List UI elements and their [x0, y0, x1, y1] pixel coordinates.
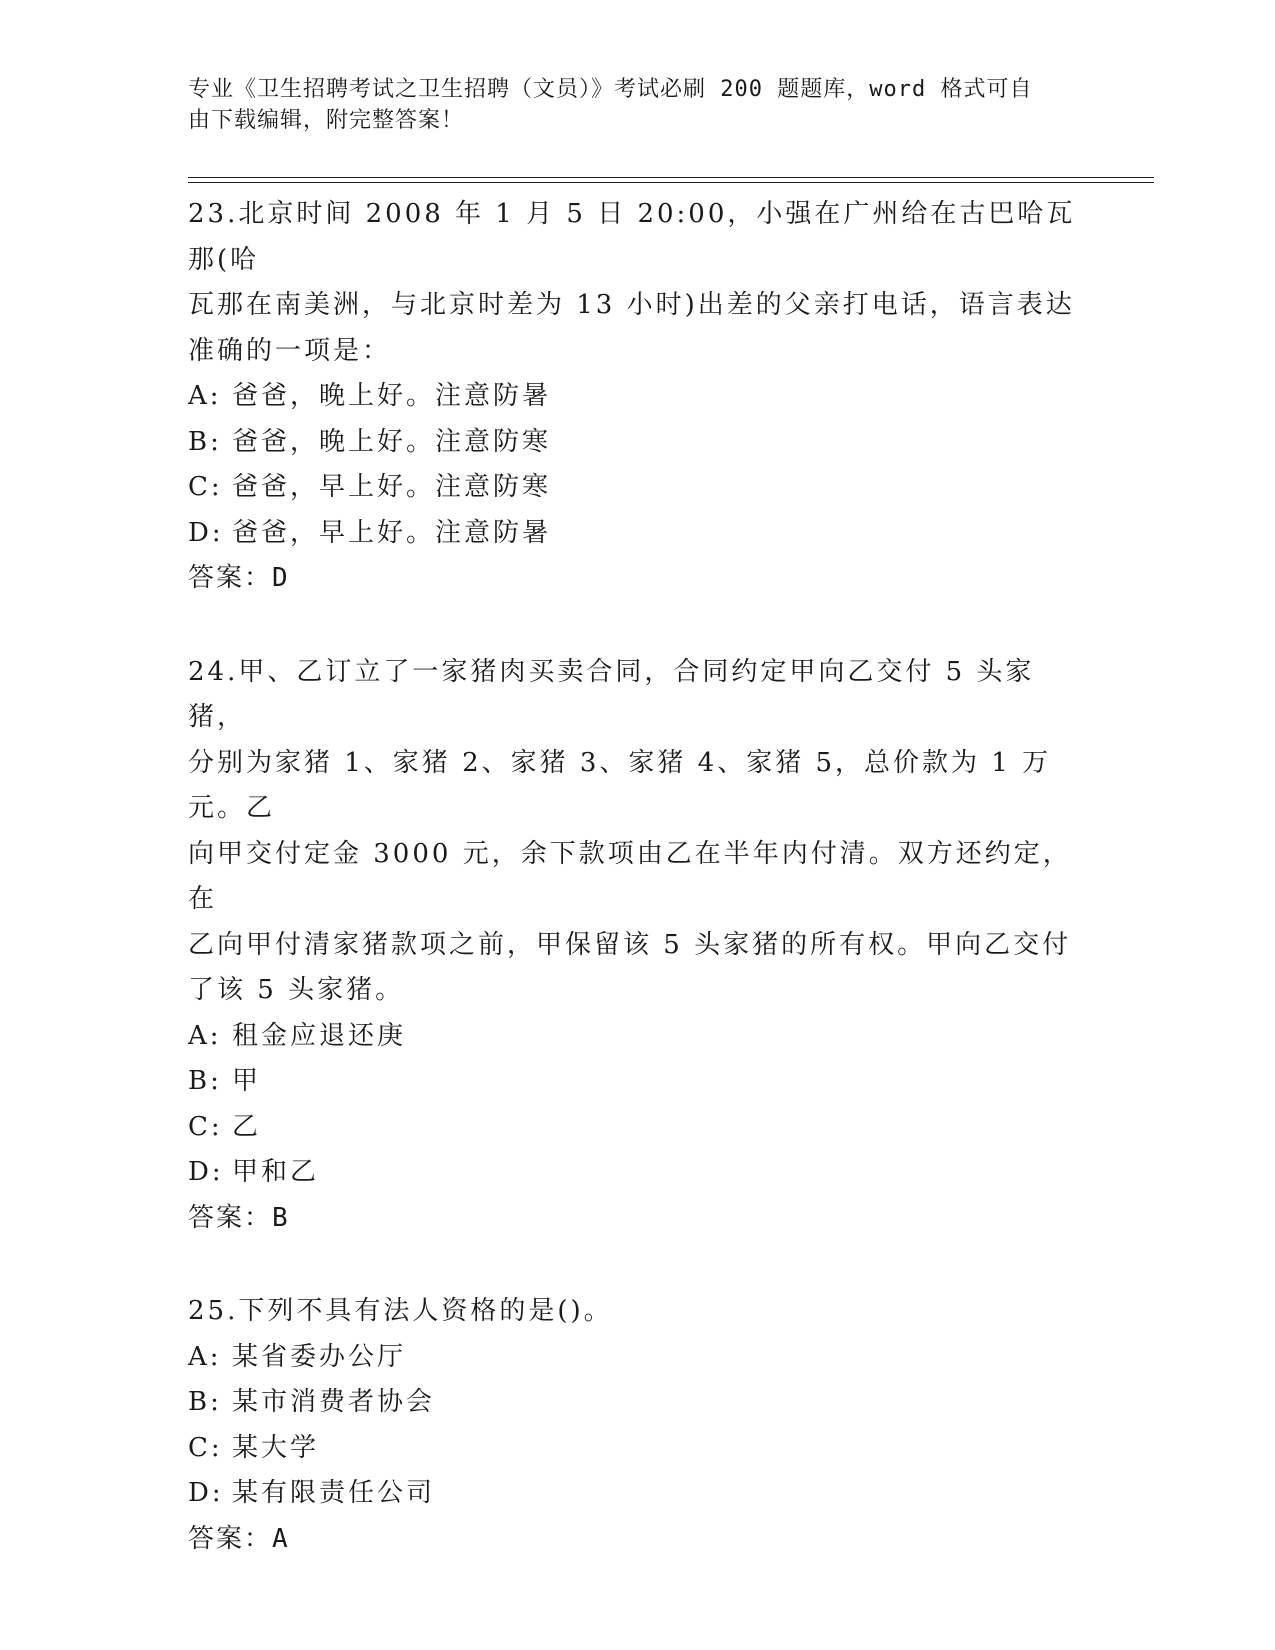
option-key: B:: [188, 426, 222, 457]
option-key: D:: [188, 1157, 224, 1187]
option-d: [188, 1471, 1088, 1517]
stem-line: 23.北京时间 2008 年 1 月 5 日 20:00，小强在广州给在古巴哈瓦那(哈: [188, 199, 1076, 275]
option-b: [188, 1059, 1088, 1105]
option-b: [188, 1380, 1088, 1426]
stem-line: 乙向甲付清家猪款项之前，甲保留该 5 头家猪的所有权。甲向乙交付: [188, 929, 1072, 960]
question-stem: [188, 650, 1088, 1014]
option-key: A:: [188, 1341, 222, 1372]
option-c: [188, 465, 1088, 511]
document-header: [188, 74, 1068, 136]
option-key: C:: [188, 1432, 223, 1463]
answer-line: 答案：D: [188, 563, 290, 593]
option-text: 爸爸，早上好。注意防暑: [232, 517, 552, 548]
option-key: D:: [188, 1478, 224, 1508]
stem-line: 分别为家猪 1、家猪 2、家猪 3、家猪 4、家猪 5，总价款为 1 万元。乙: [188, 747, 1052, 823]
option-key: B:: [188, 1066, 222, 1096]
stem-line: 向甲交付定金 3000 元，余下款项由乙在半年内付清。双方还约定，在: [188, 838, 1072, 914]
option-text: 甲: [232, 1066, 262, 1096]
option-text: 甲和乙: [232, 1157, 320, 1187]
stem-line: 24.甲、乙订立了一家猪肉买卖合同，合同约定甲向乙交付 5 头家猪，: [188, 656, 1035, 732]
answer-line: 答案：B: [188, 1202, 290, 1233]
option-a: [188, 374, 1088, 420]
question-stem: [188, 1289, 1088, 1335]
stem-line: 瓦那在南美洲，与北京时差为 13 小时)出差的父亲打电话，语言表达: [188, 290, 1075, 320]
option-a: [188, 1335, 1088, 1381]
header-divider-top: [188, 177, 1154, 178]
question-25: [188, 1289, 1088, 1562]
stem-line: 25.下列不具有法人资格的是()。: [188, 1296, 613, 1326]
stem-line: 了该 5 头家猪。: [188, 975, 405, 1005]
option-b: [188, 420, 1088, 466]
question-24: [188, 650, 1088, 1242]
option-key: A:: [188, 1020, 222, 1051]
option-text: 某省委办公厅: [232, 1341, 407, 1372]
option-text: 某大学: [232, 1432, 320, 1463]
option-text: 租金应退还庚: [232, 1020, 407, 1051]
question-stem: [188, 192, 1088, 374]
header-divider-bottom: [188, 182, 1154, 183]
option-text: 乙: [232, 1111, 262, 1142]
option-key: C:: [188, 1111, 223, 1142]
option-c: [188, 1105, 1088, 1151]
option-d: [188, 511, 1088, 557]
option-a: [188, 1014, 1088, 1060]
option-text: 爸爸，晚上好。注意防寒: [232, 426, 552, 457]
question-list: [188, 192, 1088, 1610]
stem-line: 准确的一项是：: [188, 335, 392, 366]
option-key: D:: [188, 517, 224, 548]
option-key: B:: [188, 1387, 222, 1417]
header-line-1: 专业《卫生招聘考试之卫生招聘（文员）》考试必刷 200 题题库，word 格式可自: [188, 77, 1033, 102]
option-text: 某有限责任公司: [232, 1478, 436, 1508]
option-key: C:: [188, 472, 223, 502]
question-23: [188, 192, 1088, 602]
option-c: [188, 1426, 1088, 1472]
option-text: 某市消费者协会: [232, 1387, 436, 1417]
answer-line: 答案：A: [188, 1523, 290, 1554]
option-key: A:: [188, 381, 222, 411]
option-text: 爸爸，晚上好。注意防暑: [232, 381, 552, 411]
header-line-2: 由下载编辑，附完整答案！: [188, 108, 465, 133]
option-d: [188, 1150, 1088, 1196]
option-text: 爸爸，早上好。注意防寒: [232, 472, 552, 502]
